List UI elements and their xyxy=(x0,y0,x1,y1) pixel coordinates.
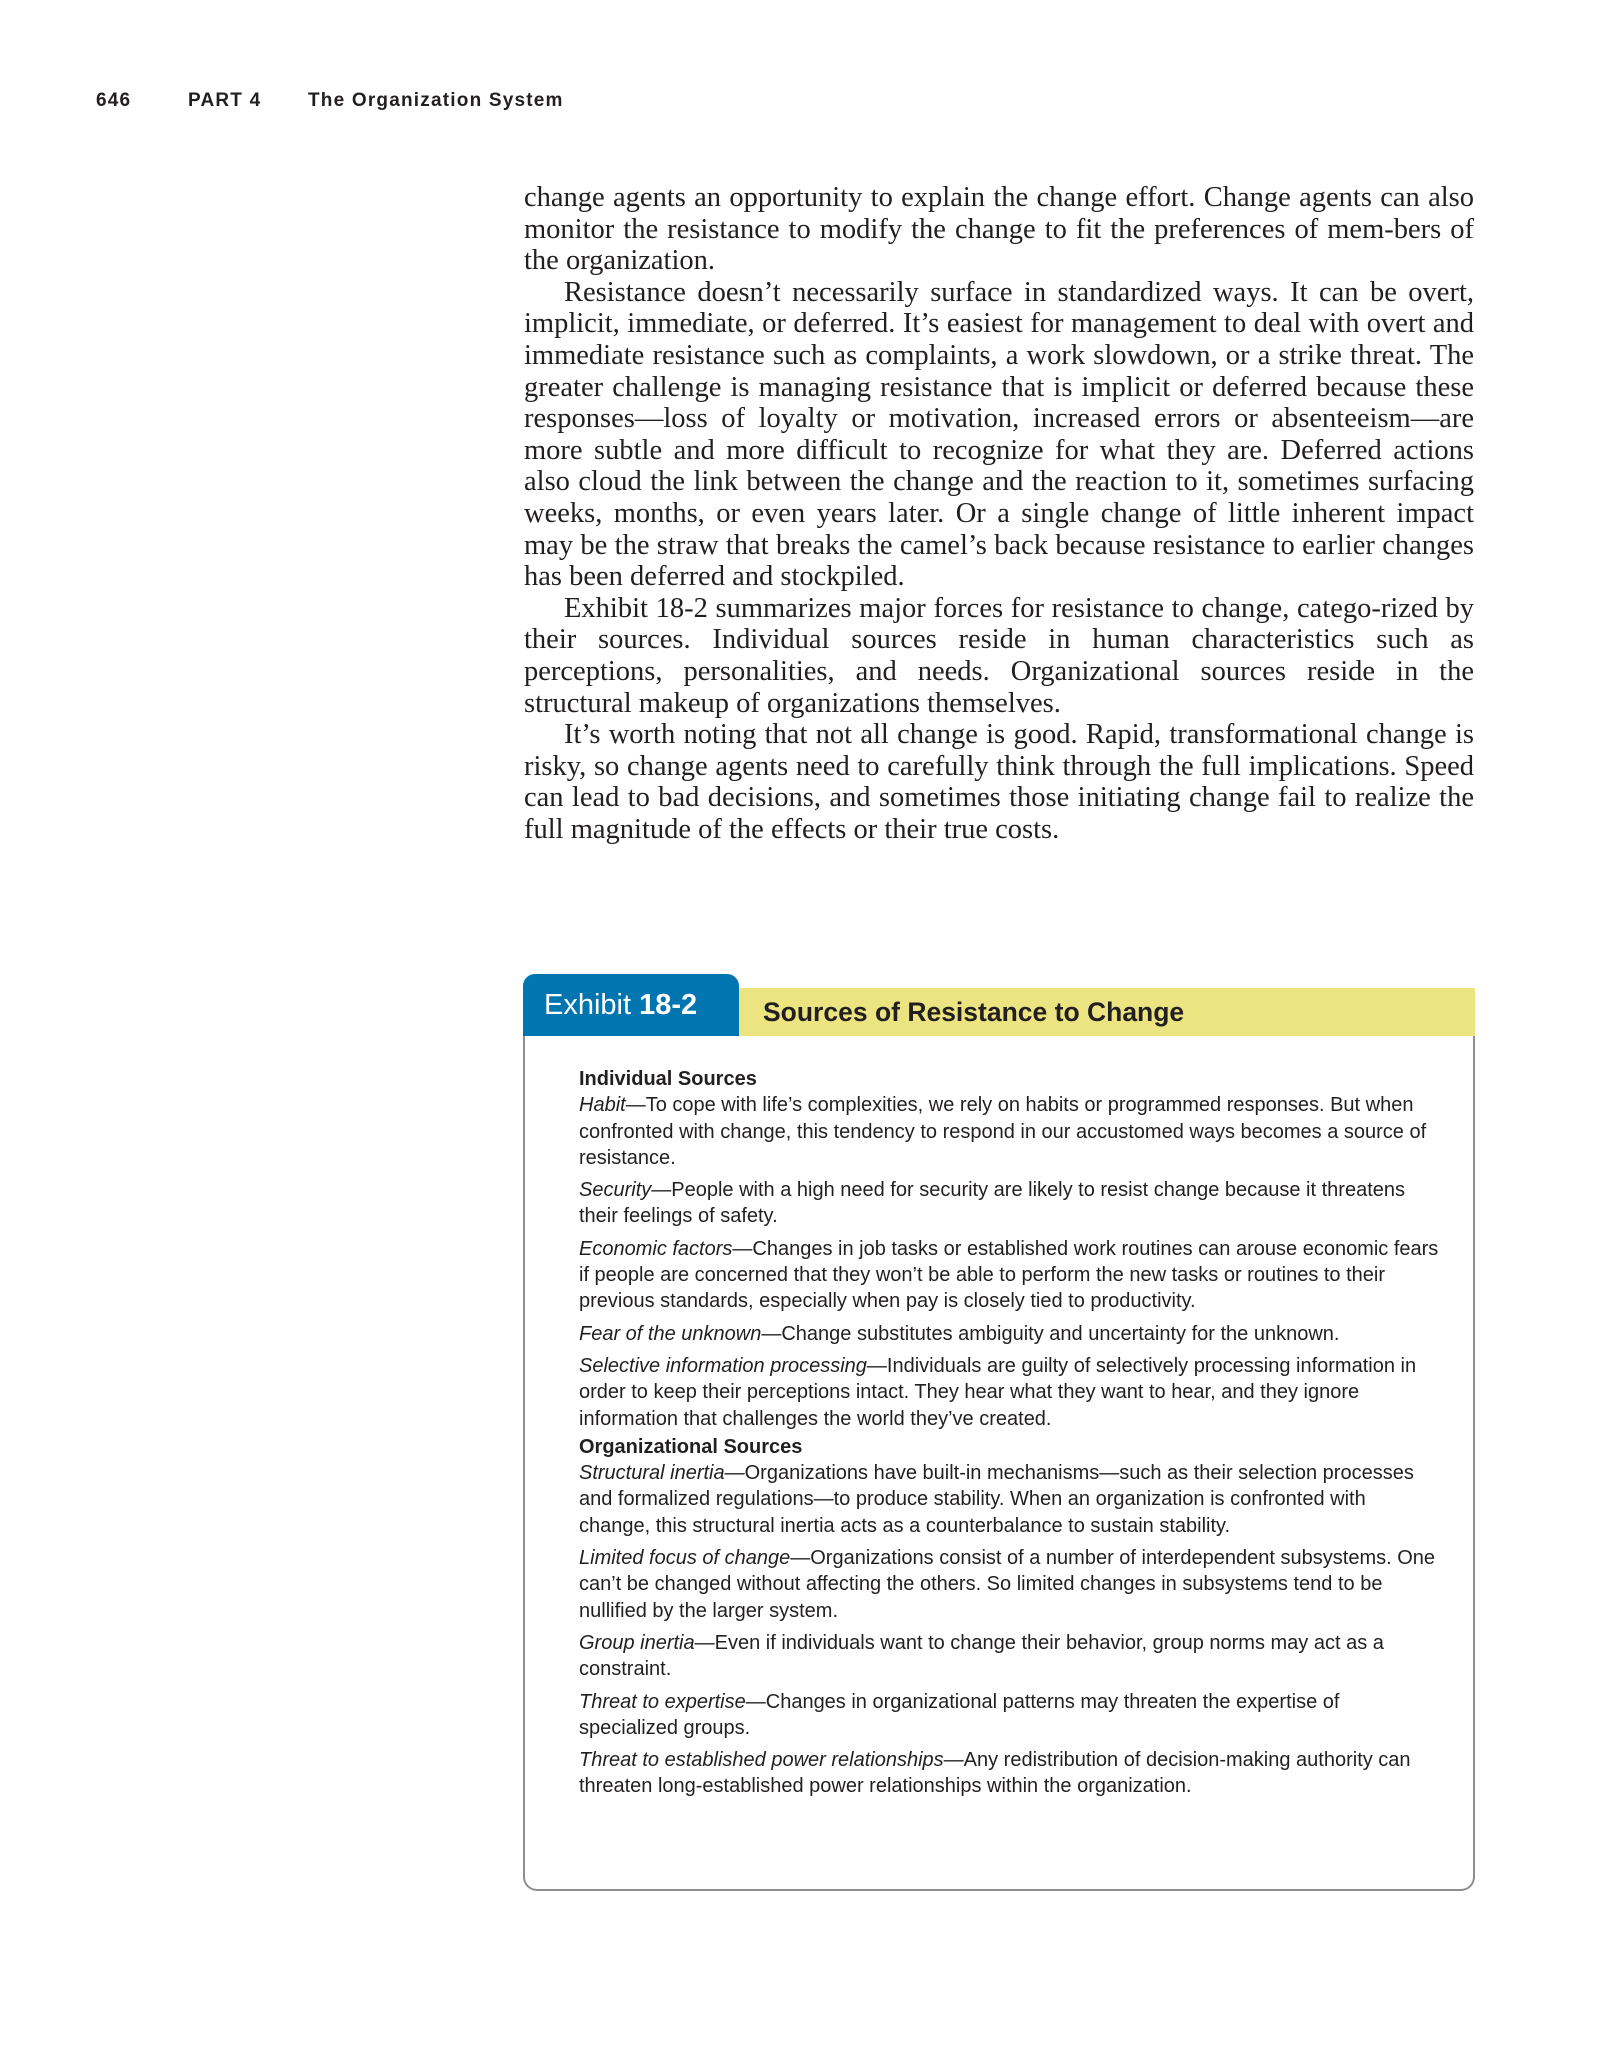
item-text: —Changes in organizational patterns may threaten the expertise of specialized groups. xyxy=(579,1690,1340,1739)
item-term: Group inertia xyxy=(579,1631,695,1654)
list-item xyxy=(579,1092,1439,1171)
body-text xyxy=(524,182,1474,845)
list-item xyxy=(579,1689,1439,1742)
section-heading-organizational: Organizational Sources xyxy=(579,1435,803,1458)
list-item xyxy=(579,1177,1439,1230)
paragraph: It’s worth noting that not all change is good. Rapid, transformational change is risky, so change agents need to carefully think through the full implications. Speed can lead to bad decisions, and sometimes those initiating change fail to realize the full magnitude of the effects or their true costs. xyxy=(524,719,1474,845)
item-text: —To cope with life’s complexities, we rely on habits or programmed responses. But when confronted with change, this tendency to respond in our accustomed ways becomes a source of resistance. xyxy=(579,1094,1427,1169)
page-number: 646 xyxy=(96,90,132,111)
item-term: Structural inertia xyxy=(579,1462,725,1485)
list-item xyxy=(579,1630,1439,1683)
item-term: Economic factors xyxy=(579,1237,733,1260)
list-item xyxy=(579,1747,1439,1800)
item-term: Security xyxy=(579,1179,652,1202)
exhibit-title-bar xyxy=(739,988,1475,1036)
item-text: —People with a high need for security are likely to resist change because it threatens their feelings of safety. xyxy=(579,1179,1405,1228)
exhibit-body xyxy=(523,1036,1475,1891)
item-term: Threat to expertise xyxy=(579,1690,746,1713)
item-term: Habit xyxy=(579,1094,626,1117)
exhibit-label: Exhibit xyxy=(544,989,632,1021)
list-item xyxy=(579,1460,1439,1539)
list-item xyxy=(579,1236,1439,1315)
exhibit-title: Sources of Resistance to Change xyxy=(763,997,1185,1027)
exhibit-tab xyxy=(523,974,739,1036)
item-text: —Any redistribution of decision-making authority can threaten long-established power relationships within the organization. xyxy=(579,1749,1411,1798)
item-term: Limited focus of change xyxy=(579,1547,791,1570)
exhibit-number: 18-2 xyxy=(639,989,698,1021)
item-text: —Even if individuals want to change their behavior, group norms may act as a constraint. xyxy=(579,1631,1384,1681)
paragraph: change agents an opportunity to explain the change effort. Change agents can also monitor the resistance to modify the change to fit the preferences of mem-bers of the organization. xyxy=(524,182,1474,277)
item-text: —Changes in job tasks or established work routines can arouse economic fears if people are concerned that they won’t be able to perform the new tasks or routines to their previous standards, especially when pay is closely tied to productivity. xyxy=(579,1237,1439,1313)
item-term: Fear of the unknown xyxy=(579,1322,762,1345)
item-text: —Individuals are guilty of selectively processing information in order to keep their perceptions intact. They hear what they want to hear, and they ignore information that challenges the world they’ve created. xyxy=(579,1354,1417,1430)
list-item xyxy=(579,1545,1439,1624)
paragraph: Resistance doesn’t necessarily surface in standardized ways. It can be overt, implicit, immediate, or deferred. It’s easiest for management to deal with overt and immediate resistance such as complaints, a work slowdown, or a strike threat. The greater challenge is managing resistance that is implicit or deferred because these responses—loss of loyalty or motivation, increased errors or absenteeism—are more subtle and more difficult to recognize for what they are. Deferred actions also cloud the link between the change and the reaction to it, sometimes surfacing weeks, months, or even years later. Or a single change of little inherent impact may be the straw that breaks the camel’s back because resistance to earlier changes has been deferred and stockpiled. xyxy=(524,276,1474,593)
section-heading-individual: Individual Sources xyxy=(579,1068,757,1090)
part-label: PART 4 xyxy=(188,90,262,111)
item-term: Threat to established power relationships xyxy=(579,1749,944,1772)
part-title: The Organization System xyxy=(308,90,564,111)
list-item xyxy=(579,1321,1439,1347)
item-text: —Organizations have built-in mechanisms—such as their selection processes and formalized regulations—to produce stability. When an organization is confronted with change, this structural inertia acts as a counterbalance to sustain stability. xyxy=(579,1462,1414,1537)
paragraph: Exhibit 18-2 summarizes major forces for resistance to change, catego-rized by their sources. Individual sources reside in human characteristics such as perceptions, personalities, and needs. Organizational sources reside in the structural makeup of organizations themselves. xyxy=(524,592,1474,719)
exhibit-content xyxy=(579,1066,1439,1806)
item-text: —Change substitutes ambiguity and uncertainty for the unknown. xyxy=(761,1322,1340,1345)
item-text: —Organizations consist of a number of interdependent subsystems. One can’t be changed without affecting the others. So limited changes in subsystems tend to be nullified by the larger system. xyxy=(579,1547,1436,1622)
list-item xyxy=(579,1353,1439,1432)
item-term: Selective information processing xyxy=(579,1354,867,1377)
